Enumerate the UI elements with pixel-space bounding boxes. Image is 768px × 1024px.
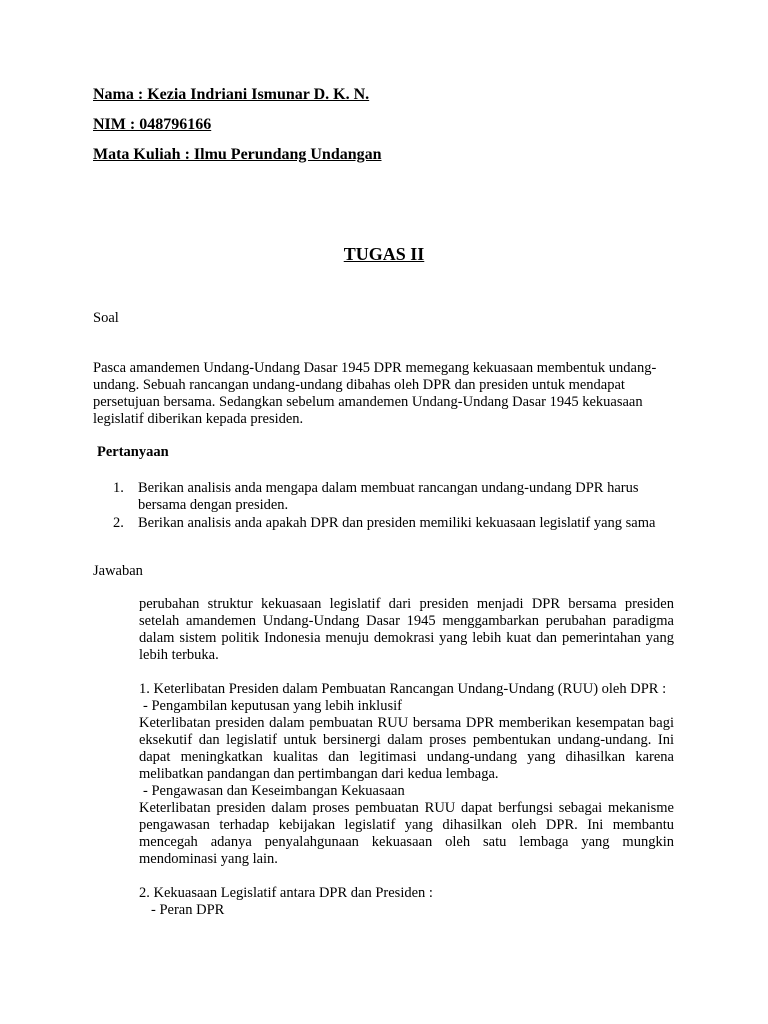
- paragraph-gap: [139, 664, 674, 681]
- question-list: [93, 480, 683, 533]
- course-name: Mata Kuliah : Ilmu Perundang Undangan: [93, 146, 382, 163]
- paragraph-gap: [139, 868, 674, 885]
- document-title: TUGAS II: [343, 244, 425, 264]
- answer-sub-1-text: Keterlibatan presiden dalam pembuatan RUU bersama DPR memberikan kesempatan bagi eksekutif dan legislatif untuk bersinergi dalam proses pembentukan undang-undang. Ini dapat meningkatkan kualitas dan legitimasi undang-undang yang dihasilkan karena melibatkan pandangan dan pertimbangan dari kedua lembaga.: [139, 715, 674, 782]
- jawaban-label: Jawaban: [93, 563, 143, 579]
- question-text: Berikan analisis anda mengapa dalam membuat rancangan undang-undang DPR harus bersama dengan presiden.: [138, 480, 639, 513]
- student-name: Nama : Kezia Indriani Ismunar D. K. N.: [93, 86, 370, 103]
- question-number: 1.: [113, 480, 124, 496]
- answer-point-2-heading: 2. Kekuasaan Legislatif antara DPR dan Presiden :: [139, 885, 433, 901]
- soal-label: Soal: [93, 310, 119, 326]
- pertanyaan-label: Pertanyaan: [97, 444, 169, 460]
- answer-sub-2-text: Keterlibatan presiden dalam proses pembuatan RUU dapat berfungsi sebagai mekanisme pengawasan terhadap kebijakan legislatif yang dihasilkan oleh DPR. Ini membantu mencegah adanya penyalahgunaan kekuasaan oleh satu lembaga yang mungkin mendominasi yang lain.: [139, 800, 674, 867]
- answer-sub-2-heading: - Pengawasan dan Keseimbangan Kekuasaan: [143, 783, 405, 799]
- answer-sub-1-heading: - Pengambilan keputusan yang lebih inklusif: [143, 698, 402, 714]
- question-item: [93, 515, 683, 532]
- student-header: [93, 86, 653, 176]
- answer-point-1-heading: 1. Keterlibatan Presiden dalam Pembuatan Rancangan Undang-Undang (RUU) oleh DPR :: [139, 681, 667, 697]
- question-item: [93, 480, 683, 514]
- question-context: Pasca amandemen Undang-Undang Dasar 1945 DPR memegang kekuasaan membentuk undang-undang. Sebuah rancangan undang-undang dibahas oleh DPR dan presiden untuk mendapat persetujuan bersama. Sedangkan sebelum amandemen Undang-Undang Dasar 1945 kekuasaan legislatif diberikan kepada presiden.: [93, 360, 657, 427]
- student-nim: NIM : 048796166: [93, 116, 212, 133]
- question-text: Berikan analisis anda apakah DPR dan presiden memiliki kekuasaan legislatif yang sama: [138, 515, 656, 531]
- answer-body: [139, 596, 674, 919]
- question-number: 2.: [113, 515, 124, 531]
- answer-intro: perubahan struktur kekuasaan legislatif dari presiden menjadi DPR bersama presiden setelah amandemen Undang-Undang Dasar 1945 menggambarkan perubahan paradigma dalam sistem politik Indonesia menuju demokrasi yang lebih kuat dan pemerintahan yang lebih terbuka.: [139, 596, 674, 663]
- answer-sub-3-heading: - Peran DPR: [151, 902, 225, 918]
